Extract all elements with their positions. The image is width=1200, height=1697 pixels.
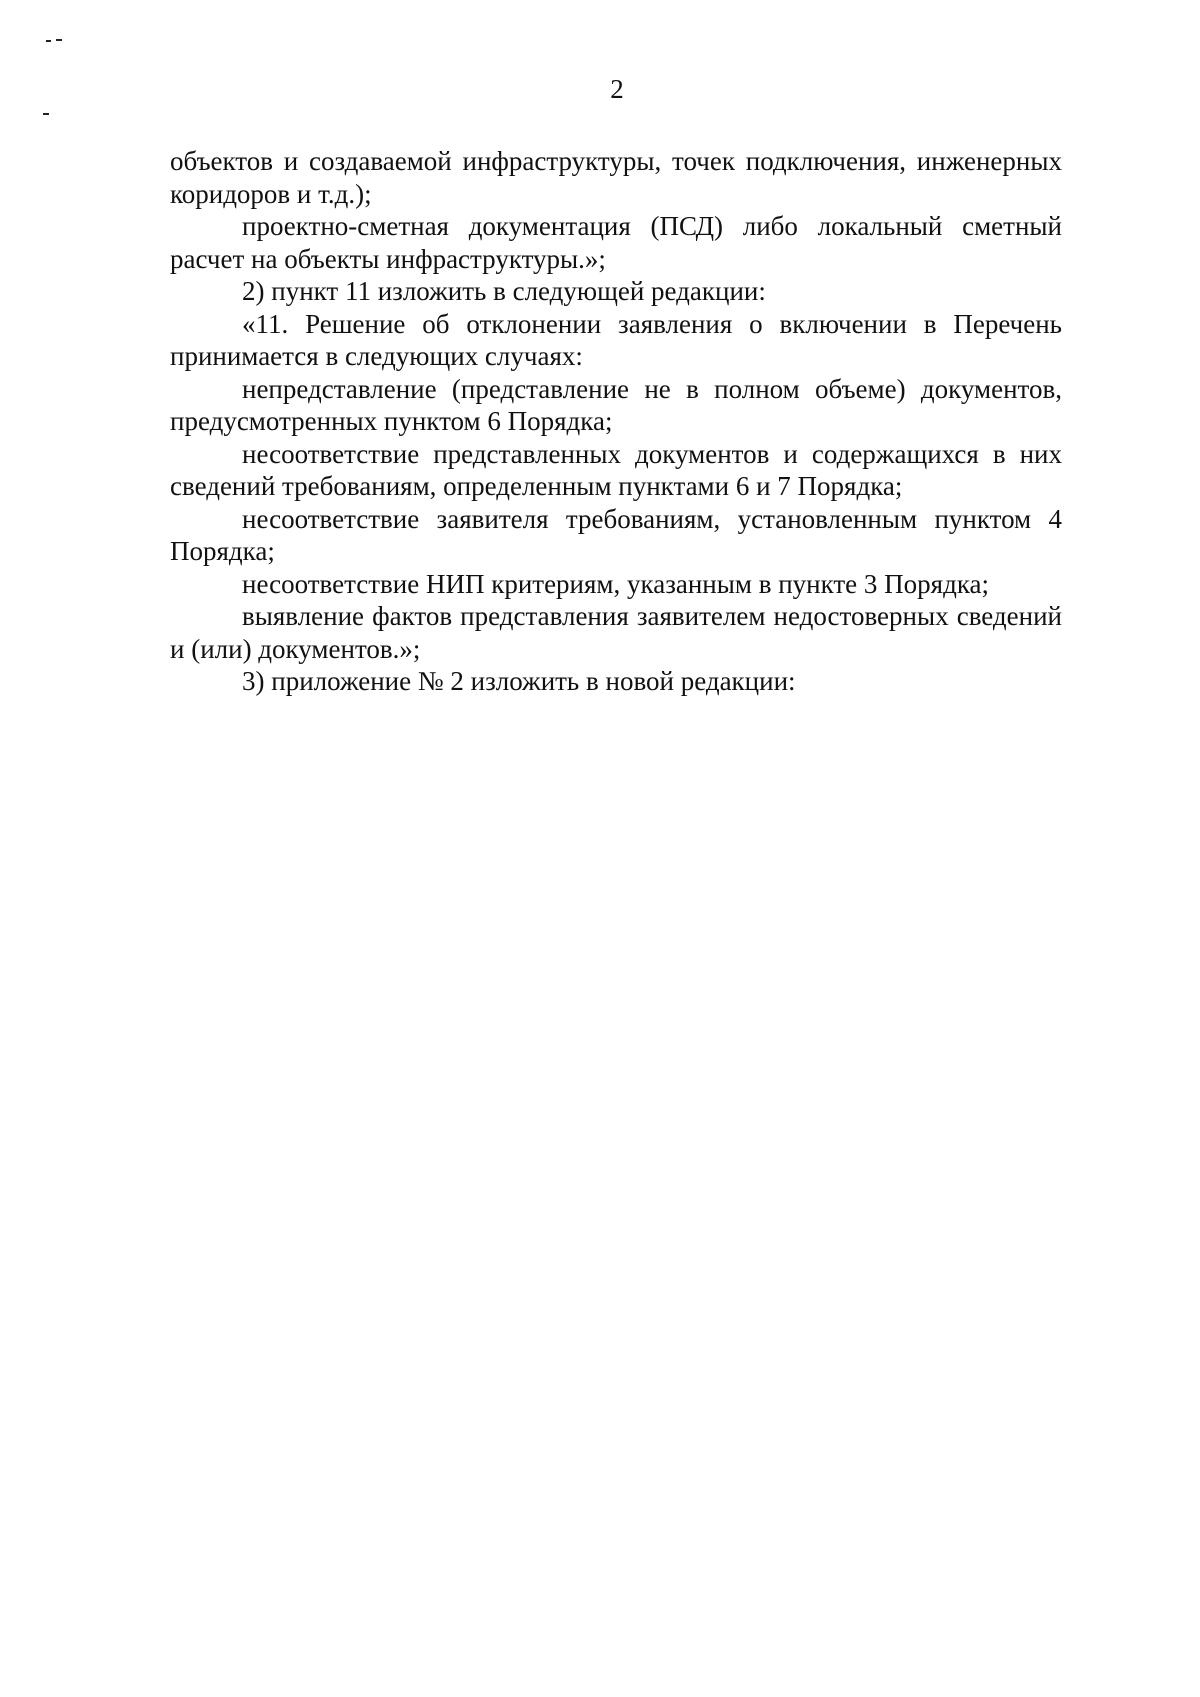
paragraph: несоответствие заявителя требованиям, установленным пунктом 4 Порядка; — [170, 503, 1062, 566]
paragraph: несоответствие представленных документов и содержащихся в них сведений требованиям, определенным пунктами 6 и 7 Порядка; — [170, 438, 1062, 501]
paragraph: проектно-сметная документация (ПСД) либо локальный сметный расчет на объекты инфраструктуры.»; — [170, 211, 1062, 274]
paragraph: непредставление (представление не в полном объеме) документов, предусмотренных пунктом 6 Порядка; — [170, 373, 1062, 436]
scan-artifact — [43, 113, 49, 115]
scan-artifact — [46, 40, 51, 42]
paragraph: объектов и создаваемой инфраструктуры, точек подключения, инженерных коридоров и т.д.); — [170, 146, 1062, 209]
scan-artifact — [56, 39, 62, 41]
paragraph: несоответствие НИП критериям, указанным в пункте 3 Порядка; — [242, 568, 990, 599]
paragraph: «11. Решение об отклонении заявления о включении в Перечень принимается в следующих случаях: — [170, 308, 1062, 371]
page-number: 2 — [610, 74, 624, 104]
paragraph: выявление фактов представления заявителем недостоверных сведений и (или) документов.»; — [170, 601, 1062, 664]
paragraph: 2) пункт 11 изложить в следующей редакции: — [242, 276, 766, 306]
document-body — [170, 145, 1062, 698]
paragraph: 3) приложение № 2 изложить в новой редакции: — [242, 666, 796, 696]
